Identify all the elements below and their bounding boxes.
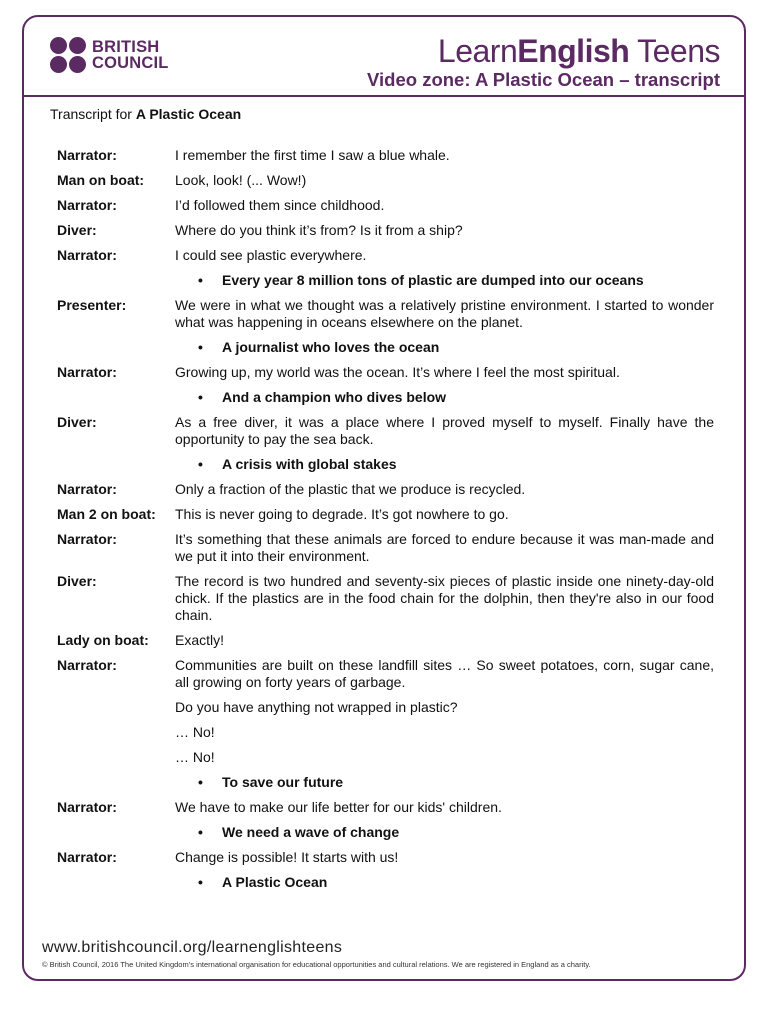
speech-text: It’s something that these animals are forced to endure because it was man-made and we put it into their environment. (175, 531, 714, 564)
section-bullet (198, 456, 714, 473)
header-divider (22, 95, 746, 97)
section-bullet (198, 272, 714, 289)
logo-line-1: BRITISH (92, 38, 160, 56)
speaker-label: Narrator: (57, 849, 117, 865)
british-council-logo (50, 37, 169, 73)
transcript-row (57, 657, 714, 691)
section-bullet (198, 339, 714, 356)
bullet-icon: • (198, 389, 203, 405)
speaker-label: Narrator: (57, 531, 117, 547)
speaker-label: Diver: (57, 573, 97, 589)
learnenglish-teens-brand (438, 33, 720, 69)
bullet-icon: • (198, 339, 203, 355)
speaker-label (57, 749, 175, 766)
transcript-intro (50, 106, 241, 122)
bullet-text: A journalist who loves the ocean (222, 339, 440, 355)
speaker-label (57, 724, 175, 741)
speech-text: Growing up, my world was the ocean. It’s where I feel the most spiritual. (175, 364, 620, 380)
brand-learn: Learn (437, 33, 518, 69)
speaker-label: Presenter: (57, 297, 127, 313)
transcript-row (57, 531, 714, 565)
section-bullet (198, 874, 714, 891)
speech-text: I could see plastic everywhere. (175, 247, 367, 263)
speaker-label: Diver: (57, 222, 97, 238)
bullet-icon: • (198, 456, 203, 472)
speech-text: … No! (175, 749, 215, 765)
speech-text: Change is possible! It starts with us! (175, 849, 399, 865)
transcript-body (57, 147, 714, 899)
speaker-label: Narrator: (57, 197, 117, 213)
transcript-row (57, 506, 714, 523)
speech-text: Look, look! (... Wow!) (175, 172, 307, 188)
page-title: Video zone: A Plastic Ocean – transcript (367, 69, 720, 90)
speech-text: Communities are built on these landfill sites … So sweet potatoes, corn, sugar cane, all growing on forty years of garbage. (175, 657, 714, 690)
transcript-row (57, 699, 714, 716)
speaker-label (57, 699, 175, 716)
transcript-row (57, 799, 714, 816)
bullet-icon: • (198, 272, 203, 288)
speech-text: The record is two hundred and seventy-six pieces of plastic inside one ninety-day-old chick. If the plastics are in the food chain for the dolphin, then they're also in our food chain. (175, 573, 714, 623)
speaker-label: Narrator: (57, 364, 117, 380)
speech-text: We have to make our life better for our kids' children. (175, 799, 502, 815)
transcript-row (57, 481, 714, 498)
bullet-text: To save our future (222, 774, 344, 790)
speech-text: We were in what we thought was a relatively pristine environment. I started to wonder what was happening in oceans elsewhere on the planet. (175, 297, 714, 330)
transcript-row (57, 632, 714, 649)
footer-url[interactable]: www.britishcouncil.org/learnenglishteens (42, 939, 343, 956)
speech-text: This is never going to degrade. It’s got nowhere to go. (175, 506, 509, 522)
bullet-text: We need a wave of change (222, 824, 400, 840)
logo-dots-icon (50, 37, 86, 73)
section-bullet (198, 389, 714, 406)
bullet-icon: • (198, 874, 203, 890)
section-bullet (198, 774, 714, 791)
intro-prefix: Transcript for (50, 106, 136, 122)
transcript-row (57, 297, 714, 331)
transcript-row (57, 147, 714, 164)
bullet-text: Every year 8 million tons of plastic are dumped into our oceans (222, 272, 644, 288)
speech-text: Exactly! (175, 632, 225, 648)
speaker-label: Narrator: (57, 799, 117, 815)
bullet-icon: • (198, 774, 203, 790)
speech-text: As a free diver, it was a place where I proved myself to myself. Finally have the opportunity to pay the sea back. (175, 414, 714, 447)
speaker-label: Narrator: (57, 481, 117, 497)
transcript-row (57, 414, 714, 448)
transcript-row (57, 172, 714, 189)
speech-text: Where do you think it’s from? Is it from a ship? (175, 222, 463, 238)
logo-text (92, 39, 169, 71)
speaker-label: Man on boat: (57, 172, 145, 188)
transcript-row (57, 849, 714, 866)
intro-title: A Plastic Ocean (135, 106, 242, 122)
bullet-text: A crisis with global stakes (222, 456, 397, 472)
bullet-text: And a champion who dives below (222, 389, 447, 405)
speech-text: I remember the first time I saw a blue whale. (175, 147, 450, 163)
speaker-label: Lady on boat: (57, 632, 149, 648)
speaker-label: Narrator: (57, 657, 117, 673)
section-bullet (198, 824, 714, 841)
transcript-row (57, 364, 714, 381)
footer-copyright: © British Council, 2016 The United Kingdom’s international organisation for educational opportunities and cultural relations. We are registered in England as a charity. (42, 960, 591, 969)
transcript-row (57, 749, 714, 766)
bullet-icon: • (198, 824, 203, 840)
speaker-label: Narrator: (57, 247, 117, 263)
speech-text: Only a fraction of the plastic that we produce is recycled. (175, 481, 526, 497)
transcript-row (57, 247, 714, 264)
transcript-row (57, 724, 714, 741)
brand-teens: Teens (629, 33, 720, 69)
bullet-text: A Plastic Ocean (222, 874, 328, 890)
logo-line-2: COUNCIL (92, 54, 169, 72)
speech-text: … No! (175, 724, 215, 740)
speech-text: I’d followed them since childhood. (175, 197, 385, 213)
speaker-label: Narrator: (57, 147, 117, 163)
transcript-row (57, 222, 714, 239)
speaker-label: Man 2 on boat: (57, 506, 156, 522)
transcript-row (57, 197, 714, 214)
transcript-row (57, 573, 714, 624)
speech-text: Do you have anything not wrapped in plastic? (175, 699, 458, 715)
speaker-label: Diver: (57, 414, 97, 430)
brand-english: English (517, 33, 630, 69)
